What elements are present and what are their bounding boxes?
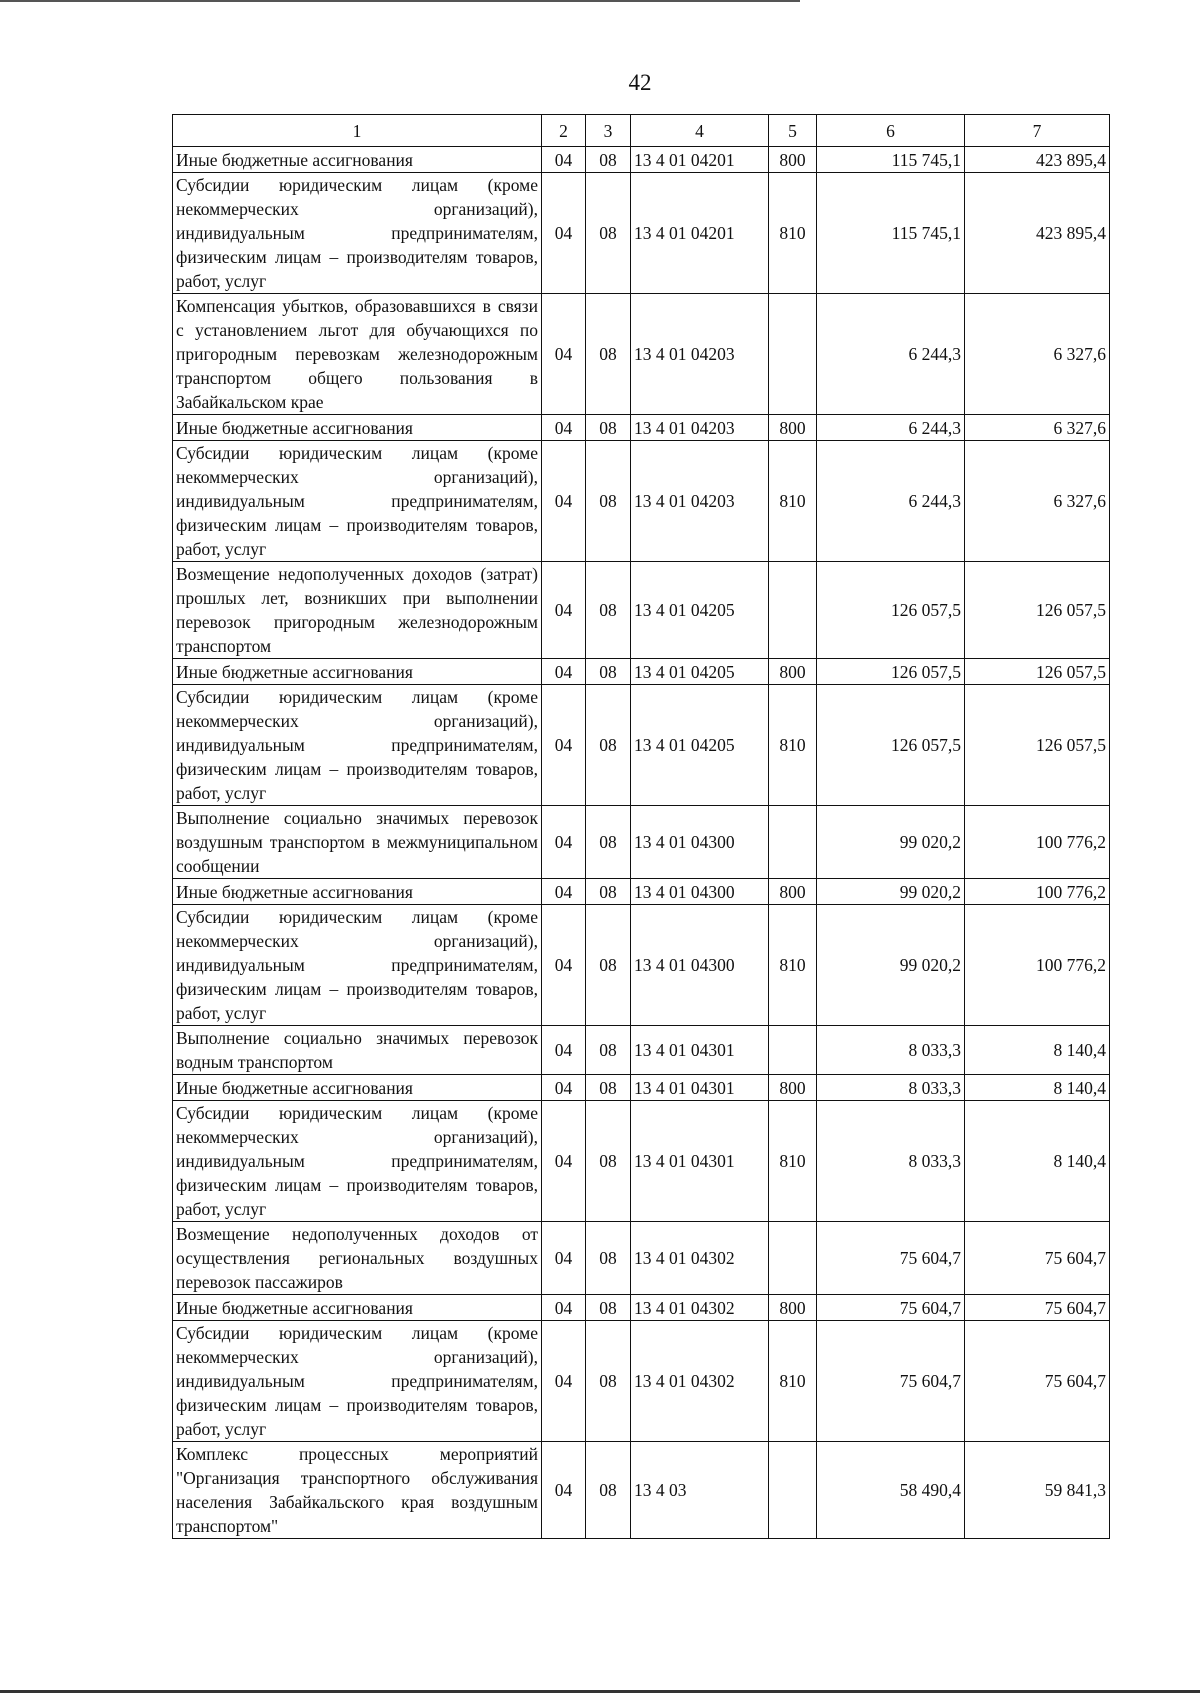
table-row [173, 879, 1110, 905]
amount-col6-cell: 99 020,2 [817, 905, 965, 1026]
amount-col7-cell: 75 604,7 [965, 1321, 1110, 1442]
column-header: 7 [965, 115, 1110, 147]
amount-col6-cell: 99 020,2 [817, 879, 965, 905]
target-article-cell: 13 4 01 04205 [631, 562, 769, 659]
row-name-cell: Иные бюджетные ассигнования [173, 879, 542, 905]
subsection-code-cell: 08 [586, 1442, 631, 1539]
expense-type-cell [769, 562, 817, 659]
subsection-code-cell: 08 [586, 659, 631, 685]
amount-col7-cell: 100 776,2 [965, 879, 1110, 905]
amount-col7-cell: 126 057,5 [965, 659, 1110, 685]
expense-type-cell: 800 [769, 415, 817, 441]
amount-col7-cell: 126 057,5 [965, 562, 1110, 659]
expense-type-cell: 810 [769, 173, 817, 294]
section-code-cell: 04 [542, 1321, 586, 1442]
target-article-cell: 13 4 01 04301 [631, 1075, 769, 1101]
amount-col7-cell: 100 776,2 [965, 806, 1110, 879]
section-code-cell: 04 [542, 415, 586, 441]
row-name-cell: Субсидии юридическим лицам (кроме некоммерческих организаций), индивидуальным предпринимателям, физическим лицам – производителям товаров, работ, услуг [173, 905, 542, 1026]
amount-col7-cell: 8 140,4 [965, 1075, 1110, 1101]
table-row [173, 415, 1110, 441]
target-article-cell: 13 4 01 04201 [631, 173, 769, 294]
row-name-cell: Комплекс процессных мероприятий "Организация транспортного обслуживания населения Забайкальского края воздушным транспортом" [173, 1442, 542, 1539]
subsection-code-cell: 08 [586, 1295, 631, 1321]
target-article-cell: 13 4 01 04302 [631, 1222, 769, 1295]
subsection-code-cell: 08 [586, 294, 631, 415]
target-article-cell: 13 4 03 [631, 1442, 769, 1539]
row-name-cell: Выполнение социально значимых перевозок водным транспортом [173, 1026, 542, 1075]
column-header: 5 [769, 115, 817, 147]
table-row [173, 173, 1110, 294]
amount-col6-cell: 75 604,7 [817, 1295, 965, 1321]
section-code-cell: 04 [542, 1026, 586, 1075]
table-row [173, 562, 1110, 659]
table-row [173, 685, 1110, 806]
section-code-cell: 04 [542, 1295, 586, 1321]
amount-col6-cell: 126 057,5 [817, 685, 965, 806]
expense-type-cell: 800 [769, 659, 817, 685]
expense-type-cell: 810 [769, 1321, 817, 1442]
row-name-cell: Иные бюджетные ассигнования [173, 415, 542, 441]
expense-type-cell: 800 [769, 1075, 817, 1101]
page-number: 42 [628, 70, 652, 95]
table-row [173, 1222, 1110, 1295]
amount-col7-cell: 6 327,6 [965, 294, 1110, 415]
subsection-code-cell: 08 [586, 806, 631, 879]
row-name-cell: Субсидии юридическим лицам (кроме некоммерческих организаций), индивидуальным предпринимателям, физическим лицам – производителям товаров, работ, услуг [173, 685, 542, 806]
amount-col6-cell: 75 604,7 [817, 1321, 965, 1442]
section-code-cell: 04 [542, 147, 586, 173]
table-row [173, 1075, 1110, 1101]
section-code-cell: 04 [542, 294, 586, 415]
amount-col6-cell: 6 244,3 [817, 441, 965, 562]
expense-type-cell [769, 806, 817, 879]
amount-col6-cell: 8 033,3 [817, 1075, 965, 1101]
section-code-cell: 04 [542, 905, 586, 1026]
subsection-code-cell: 08 [586, 147, 631, 173]
row-name-cell: Субсидии юридическим лицам (кроме некоммерческих организаций), индивидуальным предпринимателям, физическим лицам – производителям товаров, работ, услуг [173, 441, 542, 562]
amount-col6-cell: 75 604,7 [817, 1222, 965, 1295]
amount-col6-cell: 8 033,3 [817, 1101, 965, 1222]
section-code-cell: 04 [542, 879, 586, 905]
amount-col7-cell: 423 895,4 [965, 147, 1110, 173]
subsection-code-cell: 08 [586, 1026, 631, 1075]
section-code-cell: 04 [542, 659, 586, 685]
scan-edge-top [0, 0, 800, 2]
row-name-cell: Субсидии юридическим лицам (кроме некоммерческих организаций), индивидуальным предпринимателям, физическим лицам – производителям товаров, работ, услуг [173, 1321, 542, 1442]
target-article-cell: 13 4 01 04302 [631, 1295, 769, 1321]
table-row [173, 806, 1110, 879]
expense-type-cell: 810 [769, 441, 817, 562]
section-code-cell: 04 [542, 173, 586, 294]
amount-col6-cell: 115 745,1 [817, 147, 965, 173]
subsection-code-cell: 08 [586, 441, 631, 562]
column-header: 6 [817, 115, 965, 147]
expense-type-cell: 810 [769, 905, 817, 1026]
expense-type-cell [769, 294, 817, 415]
column-header: 1 [173, 115, 542, 147]
row-name-cell: Иные бюджетные ассигнования [173, 1075, 542, 1101]
expense-type-cell: 800 [769, 147, 817, 173]
subsection-code-cell: 08 [586, 415, 631, 441]
amount-col6-cell: 6 244,3 [817, 415, 965, 441]
row-name-cell: Иные бюджетные ассигнования [173, 659, 542, 685]
section-code-cell: 04 [542, 441, 586, 562]
table-row [173, 659, 1110, 685]
row-name-cell: Возмещение недополученных доходов (затрат) прошлых лет, возникших при выполнении перевозок пригородным железнодорожным транспортом [173, 562, 542, 659]
row-name-cell: Выполнение социально значимых перевозок воздушным транспортом в межмуниципальном сообщении [173, 806, 542, 879]
target-article-cell: 13 4 01 04301 [631, 1101, 769, 1222]
table-row [173, 441, 1110, 562]
column-header: 4 [631, 115, 769, 147]
amount-col6-cell: 58 490,4 [817, 1442, 965, 1539]
target-article-cell: 13 4 01 04201 [631, 147, 769, 173]
expense-type-cell [769, 1442, 817, 1539]
target-article-cell: 13 4 01 04301 [631, 1026, 769, 1075]
table-row [173, 1026, 1110, 1075]
target-article-cell: 13 4 01 04300 [631, 905, 769, 1026]
row-name-cell: Компенсация убытков, образовавшихся в связи с установлением льгот для обучающихся по пригородным перевозкам железнодорожным транспортом общего пользования в Забайкальском крае [173, 294, 542, 415]
subsection-code-cell: 08 [586, 685, 631, 806]
subsection-code-cell: 08 [586, 1321, 631, 1442]
amount-col7-cell: 8 140,4 [965, 1101, 1110, 1222]
row-name-cell: Субсидии юридическим лицам (кроме некоммерческих организаций), индивидуальным предпринимателям, физическим лицам – производителям товаров, работ, услуг [173, 1101, 542, 1222]
amount-col7-cell: 59 841,3 [965, 1442, 1110, 1539]
table-row [173, 1442, 1110, 1539]
amount-col6-cell: 99 020,2 [817, 806, 965, 879]
target-article-cell: 13 4 01 04203 [631, 294, 769, 415]
target-article-cell: 13 4 01 04203 [631, 441, 769, 562]
section-code-cell: 04 [542, 562, 586, 659]
table-row [173, 1321, 1110, 1442]
section-code-cell: 04 [542, 1075, 586, 1101]
amount-col6-cell: 6 244,3 [817, 294, 965, 415]
amount-col7-cell: 423 895,4 [965, 173, 1110, 294]
expense-type-cell: 800 [769, 1295, 817, 1321]
target-article-cell: 13 4 01 04300 [631, 806, 769, 879]
amount-col6-cell: 8 033,3 [817, 1026, 965, 1075]
amount-col7-cell: 100 776,2 [965, 905, 1110, 1026]
target-article-cell: 13 4 01 04203 [631, 415, 769, 441]
section-code-cell: 04 [542, 1101, 586, 1222]
subsection-code-cell: 08 [586, 879, 631, 905]
row-name-cell: Субсидии юридическим лицам (кроме некоммерческих организаций), индивидуальным предпринимателям, физическим лицам – производителям товаров, работ, услуг [173, 173, 542, 294]
target-article-cell: 13 4 01 04205 [631, 659, 769, 685]
section-code-cell: 04 [542, 1442, 586, 1539]
section-code-cell: 04 [542, 685, 586, 806]
target-article-cell: 13 4 01 04300 [631, 879, 769, 905]
amount-col7-cell: 75 604,7 [965, 1295, 1110, 1321]
subsection-code-cell: 08 [586, 562, 631, 659]
expense-type-cell [769, 1026, 817, 1075]
expense-type-cell [769, 1222, 817, 1295]
column-header: 2 [542, 115, 586, 147]
target-article-cell: 13 4 01 04205 [631, 685, 769, 806]
column-header: 3 [586, 115, 631, 147]
subsection-code-cell: 08 [586, 1075, 631, 1101]
amount-col6-cell: 126 057,5 [817, 659, 965, 685]
budget-table [172, 114, 1110, 1539]
section-code-cell: 04 [542, 806, 586, 879]
amount-col7-cell: 126 057,5 [965, 685, 1110, 806]
section-code-cell: 04 [542, 1222, 586, 1295]
amount-col7-cell: 75 604,7 [965, 1222, 1110, 1295]
table-row [173, 147, 1110, 173]
expense-type-cell: 810 [769, 685, 817, 806]
table-header-row [173, 115, 1110, 147]
expense-type-cell: 800 [769, 879, 817, 905]
subsection-code-cell: 08 [586, 905, 631, 1026]
expense-type-cell: 810 [769, 1101, 817, 1222]
subsection-code-cell: 08 [586, 1222, 631, 1295]
row-name-cell: Иные бюджетные ассигнования [173, 1295, 542, 1321]
table-row [173, 1101, 1110, 1222]
target-article-cell: 13 4 01 04302 [631, 1321, 769, 1442]
row-name-cell: Возмещение недополученных доходов от осуществления региональных воздушных перевозок пассажиров [173, 1222, 542, 1295]
subsection-code-cell: 08 [586, 173, 631, 294]
amount-col6-cell: 126 057,5 [817, 562, 965, 659]
table-row [173, 1295, 1110, 1321]
subsection-code-cell: 08 [586, 1101, 631, 1222]
amount-col6-cell: 115 745,1 [817, 173, 965, 294]
amount-col7-cell: 8 140,4 [965, 1026, 1110, 1075]
table-row [173, 905, 1110, 1026]
amount-col7-cell: 6 327,6 [965, 415, 1110, 441]
row-name-cell: Иные бюджетные ассигнования [173, 147, 542, 173]
table-row [173, 294, 1110, 415]
amount-col7-cell: 6 327,6 [965, 441, 1110, 562]
